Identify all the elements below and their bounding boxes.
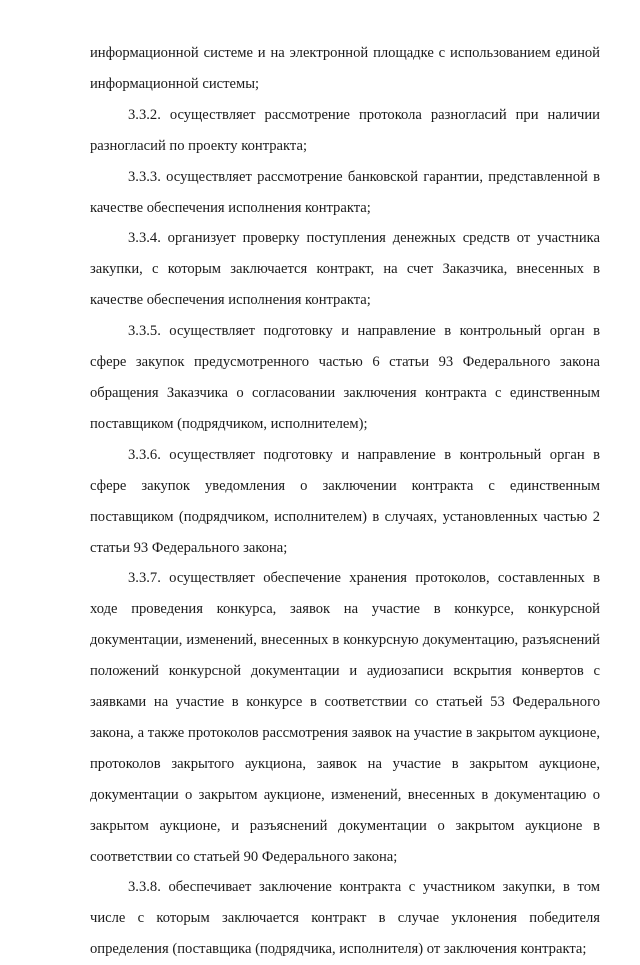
paragraph-continuation: информационной системе и на электронной площадке с использованием единой информационной системы; [90, 45, 600, 92]
document-body [90, 38, 600, 965]
paragraph-3-3-6: 3.3.6. осуществляет подготовку и направление в контрольный орган в сфере закупок уведомления о заключении контракта с единственным поставщиком (подрядчиком, исполнителем) в случаях, установленных частью 2 статьи 93 Федерального закона; [90, 446, 600, 556]
paragraph-3-3-4: 3.3.4. организует проверку поступления денежных средств от участника закупки, с которым заключается контракт, на счет Заказчика, внесенных в качестве обеспечения исполнения контракта; [90, 230, 600, 309]
paragraph-3-3-7: 3.3.7. осуществляет обеспечение хранения протоколов, составленных в ходе проведения конкурса, заявок на участие в конкурсе, конкурсной документации, изменений, внесенных в конкурсную документацию, разъяснений положений конкурсной документации и аудиозаписи вскрытия конвертов с заявками на участие в конкурсе в соответствии со статьей 53 Федерального закона, а также протоколов рассмотрения заявок на участие в закрытом аукционе, протоколов закрытого аукциона, заявок на участие в закрытом аукционе, документации о закрытом аукционе, изменений, внесенных в документацию о закрытом аукционе, и разъяснений документации о закрытом аукционе в соответствии со статьей 90 Федерального закона; [90, 570, 600, 865]
paragraph-3-3-5: 3.3.5. осуществляет подготовку и направление в контрольный орган в сфере закупок предусмотренного частью 6 статьи 93 Федерального закона обращения Заказчика о согласовании заключения контракта с единственным поставщиком (подрядчиком, исполнителем); [90, 323, 600, 432]
paragraph-3-3-3: 3.3.3. осуществляет рассмотрение банковской гарантии, представленной в качестве обеспечения исполнения контракта; [90, 168, 600, 216]
paragraph-3-3-2: 3.3.2. осуществляет рассмотрение протокола разногласий при наличии разногласий по проекту контракта; [90, 106, 600, 154]
paragraph-3-3-8: 3.3.8. обеспечивает заключение контракта с участником закупки, в том числе с которым заключается контракт в случае уклонения победителя определения (поставщика (подрядчика, исполнителя) от заключения контракта; [90, 879, 600, 958]
